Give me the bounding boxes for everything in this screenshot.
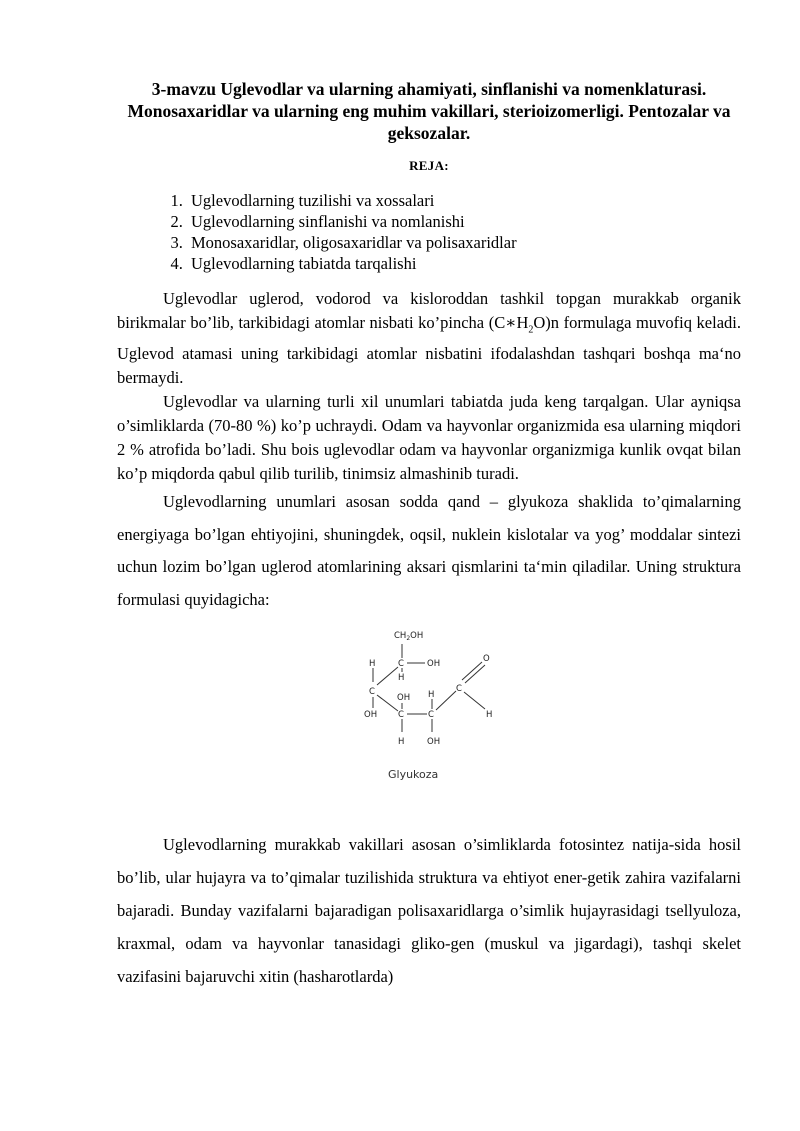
atom-label: OH — [397, 693, 411, 704]
ch2oh-label: $CH_2OH$ — [394, 631, 424, 643]
star-symbol: ∗ — [505, 313, 517, 332]
plan-item: 4. Uglevodlarning tabiatda tarqalishi — [187, 253, 741, 274]
paragraph-glucose: Uglevodlarning unumlari asosan sodda qand – glyukoza shaklida to’qimalarning energiyaga bo’lgan ehtiyojini, shuningdek, oqsil, nuklein kislotalar va yog’ moddalar sintezi uchun lozim bo’lgan uglerod atomlarining aksari qismlarini ta‘min qiladilar. Uning struktura formulasi quyidagicha: — [117, 492, 741, 609]
atom-label: H — [428, 690, 435, 701]
atom-label: H — [486, 710, 493, 721]
paragraph-text: Uglevodlar uglerod, vodorod va kisloroddan tashkil topgan murakkab organik birikmalar bo’lib, tarkibidagi atomlar nisbati ko’pincha (C — [117, 289, 741, 332]
atom-label: OH — [427, 659, 441, 670]
formula-h: H — [516, 313, 529, 332]
plan-list — [117, 190, 741, 274]
paragraph-text: O)n formulaga muvofiq keladi. Uglevod atamasi uning tarkibidagi atomlar nisbatini ifodalashdan tashqari boshqa ma‘no bermaydi. — [117, 313, 742, 388]
document-title: 3-mavzu Uglevodlar va ularning ahamiyati, sinflanishi va nomenklaturasi. Monosaxaridlar va ularning eng muhim vakillari, sterioizomerligi. Pentozalar va geksozalar. — [127, 79, 731, 143]
atom-label: C — [428, 710, 434, 721]
atom-label: OH — [364, 710, 378, 721]
atom-label: O — [483, 654, 490, 665]
atom-label: C — [456, 684, 462, 695]
plan-heading: REJA: — [409, 158, 449, 173]
glucose-structure-figure — [117, 616, 741, 828]
atom-label: C — [369, 687, 375, 698]
atom-label: OH — [427, 737, 441, 748]
plan-item: 3. Monosaxaridlar, oligosaxaridlar va polisaxaridlar — [187, 232, 741, 253]
figure-caption: Glyukoza — [388, 768, 439, 782]
bond-line — [436, 691, 456, 710]
bond-line — [464, 692, 485, 709]
plan-item: 1. Uglevodlarning tuzilishi va xossalari — [187, 190, 741, 211]
atom-label: C — [398, 710, 404, 721]
atom-label: H — [369, 659, 376, 670]
document-page — [117, 78, 741, 993]
bond-line — [377, 667, 398, 685]
atom-label: H — [398, 673, 405, 684]
plan-item: 2. Uglevodlarning sinflanishi va nomlanishi — [187, 211, 741, 232]
atom-label: C — [398, 659, 404, 670]
paragraph-distribution: Uglevodlar va ularning turli xil unumlari tabiatda juda keng tarqalgan. Ular ayniqsa o’simliklarda (70-80 %) ko’p uchraydi. Odam va hayvonlar organizmida esa ularning miqdori 2 % atrofida bo’ladi. Shu bois uglevodlar odam va hayvonlar organizmiga kunlik ovqat bilan ko’p miqdorda qabul qilib turilib, tinimsiz almashinib turadi. — [117, 392, 741, 484]
paragraph-complex-carbohydrates: Uglevodlarning murakkab vakillari asosan o’simliklarda fotosintez natija-sida hosil bo’lib, ular hujayra va to’qimalar tuzilishida struktura va ehtiyot ener-getik zahira vazifalarni bajaradi. Bunday vazifalarni bajaradigan polisaxaridlarga o’simlik hujayrasidagi tsellyuloza, kraxmal, odam va hayvonlar tanasidagi gliko-gen (muskul va jigardagi), tashqi skelet vazifasini bajaruvchi xitin (hasharotlarda) — [117, 835, 741, 987]
atom-label: H — [398, 737, 405, 748]
paragraph-definition — [117, 287, 741, 390]
glucose-structure-diagram — [352, 616, 512, 821]
formula-subscript: 2 — [528, 324, 534, 336]
bond-line — [377, 695, 398, 711]
